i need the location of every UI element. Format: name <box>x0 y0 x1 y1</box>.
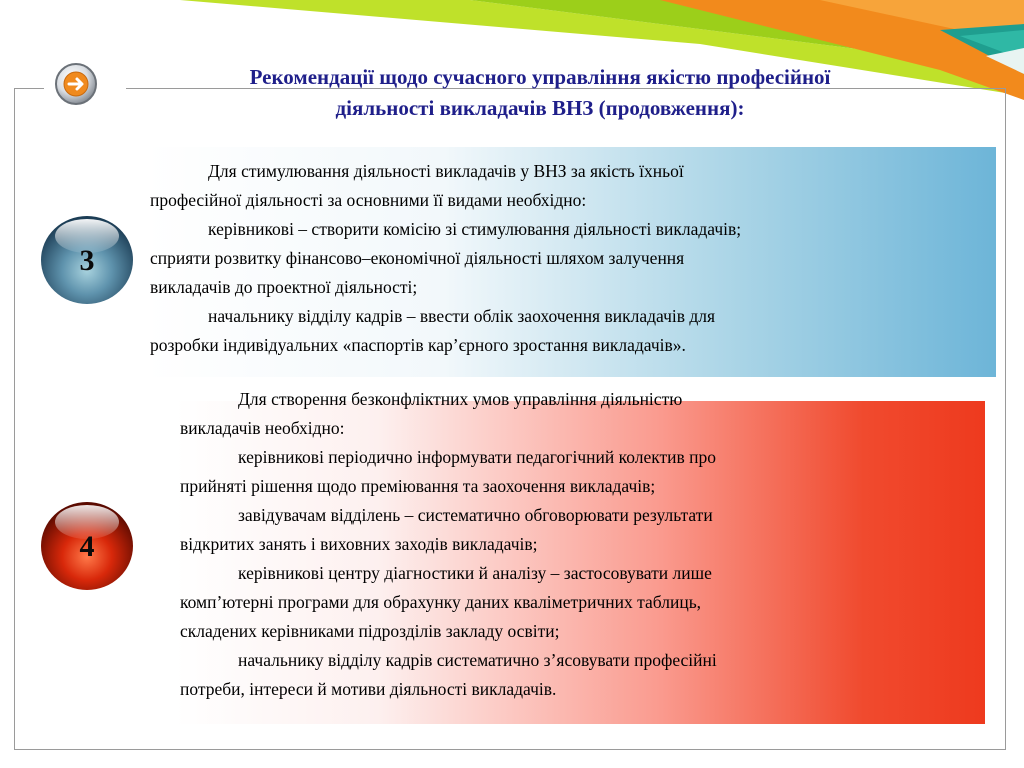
title-line-2 <box>120 93 960 124</box>
section-4-line: керівникові центру діагностики й аналізу – застосовувати лише <box>238 563 712 583</box>
section-4-line: прийняті рішення щодо преміювання та заохочення викладачів; <box>180 476 656 496</box>
section-4-badge <box>38 500 136 592</box>
section-3-line: сприяти розвитку фінансово–економічної діяльності шляхом залучення <box>150 248 685 268</box>
section-3-line: начальнику відділу кадрів – ввести облік заохочення викладачів для <box>208 306 716 326</box>
section-3-badge <box>38 214 136 306</box>
title-line-2-text: діяльності викладачів ВНЗ (продовження) <box>335 96 738 120</box>
section-4-line: відкритих занять і виховних заходів викладачів; <box>180 534 538 554</box>
section-4-line: викладачів необхідно: <box>180 418 345 438</box>
section-4-line: потреби, інтереси й мотиви діяльності викладачів. <box>180 679 557 699</box>
page-title <box>120 62 960 124</box>
section-3-line: професійної діяльності за основними її видами необхідно: <box>150 190 587 210</box>
arrow-right-icon[interactable] <box>54 62 98 106</box>
section-4-text <box>180 385 717 704</box>
section-3-text <box>150 157 741 360</box>
section-4-line: керівникові періодично інформувати педагогічний колектив про <box>238 447 717 467</box>
section-3-number: 3 <box>79 244 95 277</box>
section-3-line: розробки індивідуальних «паспортів кар’єрного зростання викладачів». <box>150 335 686 355</box>
title-colon: : <box>737 96 745 120</box>
section-4-line: складених керівниками підрозділів закладу освіти; <box>180 621 560 641</box>
section-3-line: Для стимулювання діяльності викладачів у ВНЗ за якість їхньої <box>208 161 684 181</box>
section-4-line: Для створення безконфліктних умов управління діяльністю <box>238 389 683 409</box>
section-4-line: комп’ютерні програми для обрахунку даних кваліметричних таблиць, <box>180 592 702 612</box>
title-line-1: Рекомендації щодо сучасного управління якістю професійної <box>249 65 831 89</box>
section-3-line: викладачів до проектної діяльності; <box>150 277 418 297</box>
section-3-line: керівникові – створити комісію зі стимулювання діяльності викладачів; <box>208 219 742 239</box>
section-4-line: завідувачам відділень – систематично обговорювати результати <box>238 505 713 525</box>
section-4-line: начальнику відділу кадрів систематично з’ясовувати професійні <box>238 650 717 670</box>
section-4-number: 4 <box>79 530 95 563</box>
